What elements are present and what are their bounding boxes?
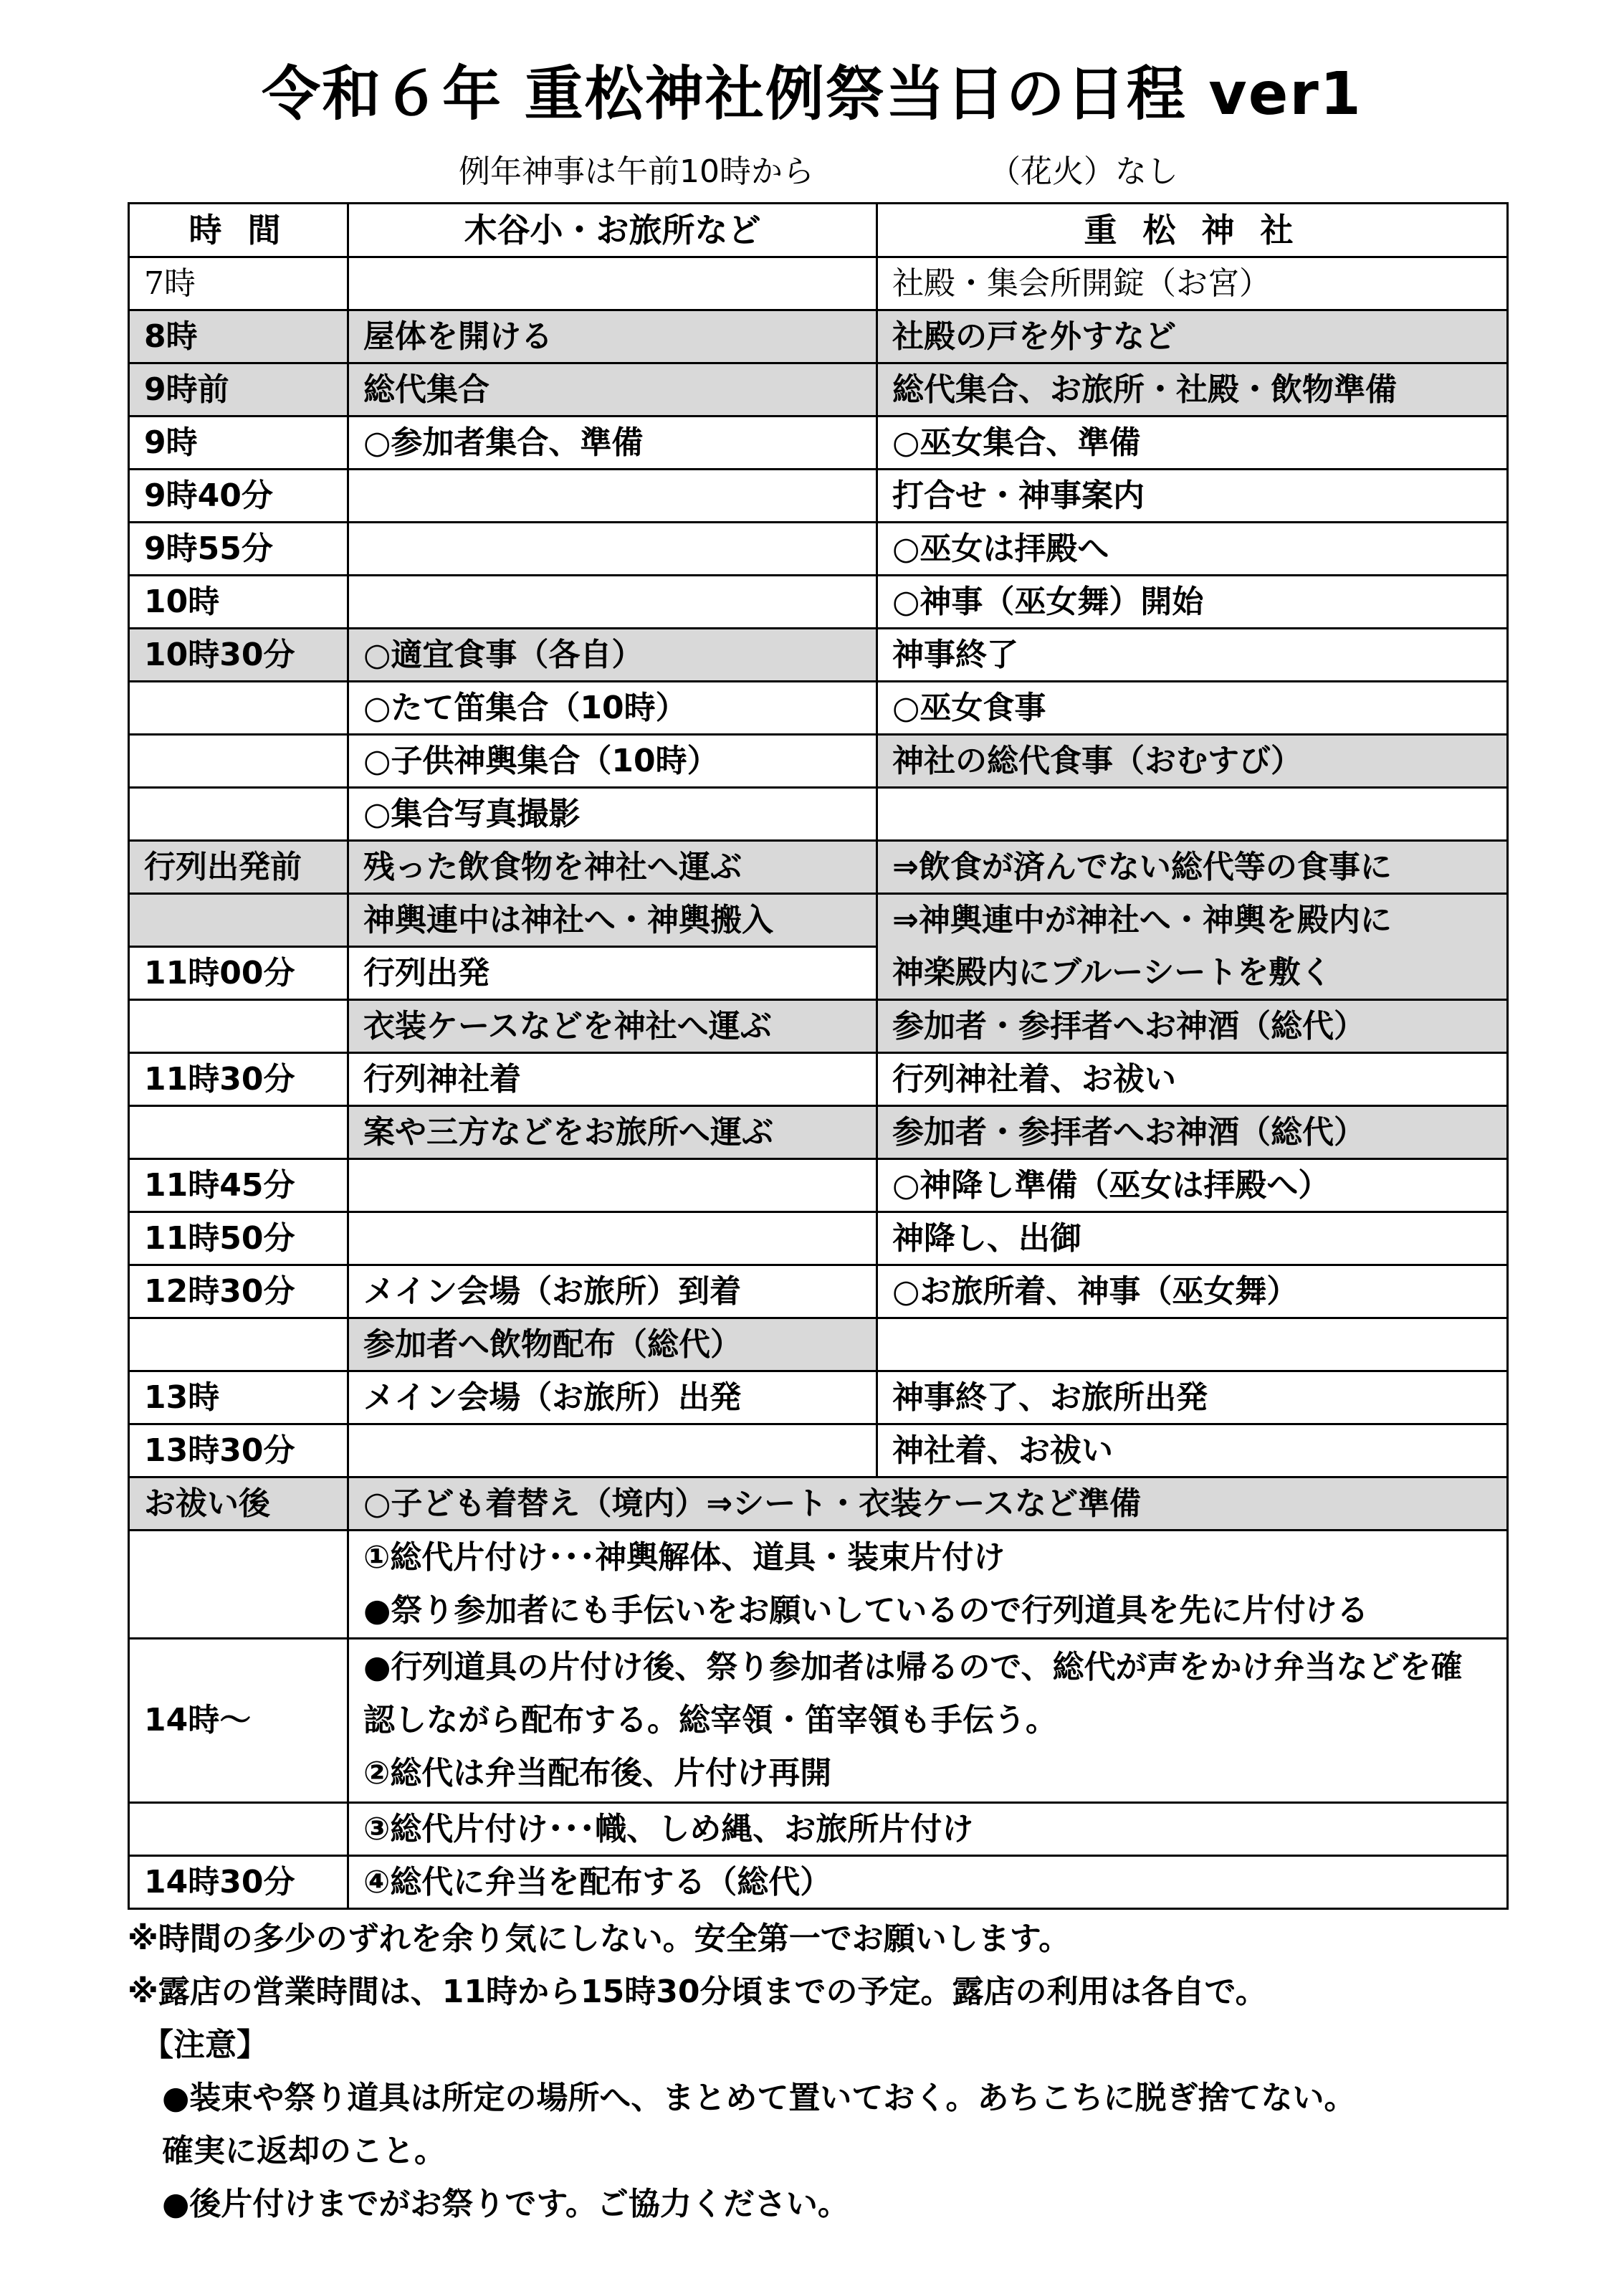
time-cell [129, 1318, 348, 1371]
table-row [129, 1053, 1508, 1106]
shrine-cell: ○神事（巫女舞）開始 [877, 576, 1508, 629]
shrine-cell: 社殿・集会所開錠（お宮） [877, 257, 1508, 310]
time-cell: 11時30分 [129, 1053, 348, 1106]
shrine-cell: ○巫女は拝殿へ [877, 523, 1508, 576]
table-row [129, 257, 1508, 310]
school-cell: 行列神社着 [348, 1053, 877, 1106]
table-row [129, 1639, 1508, 1803]
time-cell [129, 788, 348, 841]
header-time: 時 間 [129, 204, 348, 257]
school-cell: 神輿連中は神社へ・神輿搬入 [348, 894, 877, 947]
time-cell: 9時40分 [129, 470, 348, 523]
merged-cell: ④総代に弁当を配布する（総代） [348, 1856, 1508, 1909]
shrine-cell: ○神降し準備（巫女は拝殿へ） [877, 1159, 1508, 1212]
time-cell [129, 1000, 348, 1053]
shrine-cell: 神事終了、お旅所出発 [877, 1371, 1508, 1424]
school-cell: 参加者へ飲物配布（総代） [348, 1318, 877, 1371]
table-row [129, 629, 1508, 682]
school-cell: ○集合写真撮影 [348, 788, 877, 841]
table-row [129, 894, 1508, 947]
school-cell: ○参加者集合、準備 [348, 417, 877, 470]
school-cell [348, 470, 877, 523]
shrine-cell: ○巫女集合、準備 [877, 417, 1508, 470]
merged-cell: ○子ども着替え（境内）⇒シート・衣装ケースなど準備 [348, 1477, 1508, 1531]
table-row [129, 1371, 1508, 1424]
table-row [129, 310, 1508, 363]
table-row [129, 417, 1508, 470]
table-row [129, 841, 1508, 894]
shrine-cell: 神社着、お祓い [877, 1424, 1508, 1477]
time-cell: 9時前 [129, 363, 348, 417]
school-cell [348, 1159, 877, 1212]
table-row [129, 1106, 1508, 1159]
table-row [129, 1531, 1508, 1639]
table-row [129, 947, 1508, 1000]
subtitle-main: 例年神事は午前10時から [459, 153, 814, 190]
merged-line-2: ●祭り参加者にも手伝いをお願いしているので行列道具を先に片付ける [363, 1592, 1369, 1629]
shrine-cell: 総代集合、お旅所・社殿・飲物準備 [877, 363, 1508, 417]
shrine-cell: 参加者・参拝者へお神酒（総代） [877, 1106, 1508, 1159]
time-cell [129, 1106, 348, 1159]
header-shrine: 重 松 神 社 [877, 204, 1508, 257]
shrine-cell: 神事終了 [877, 629, 1508, 682]
table-row [129, 1318, 1508, 1371]
attention-bullet: ●後片付けまでがお祭りです。ご協力ください。 [162, 2186, 849, 2222]
school-cell: メイン会場（お旅所）出発 [348, 1371, 877, 1424]
school-cell [348, 257, 877, 310]
subtitle-extra: （花火）なし [989, 153, 1178, 190]
time-cell: 11時50分 [129, 1212, 348, 1265]
shrine-cell [877, 1318, 1508, 1371]
school-cell: メイン会場（お旅所）到着 [348, 1265, 877, 1318]
time-cell: 13時30分 [129, 1424, 348, 1477]
shrine-cell [877, 788, 1508, 841]
note-line: ※時間の多少のずれを余り気にしない。安全第一でお願いします。 [128, 1921, 1071, 1957]
shrine-cell: ○お旅所着、神事（巫女舞） [877, 1265, 1508, 1318]
time-cell [129, 682, 348, 735]
time-cell: 14時～ [129, 1639, 348, 1803]
time-cell: 8時 [129, 310, 348, 363]
header-school: 木谷小・お旅所など [348, 204, 877, 257]
merged-cell [348, 1531, 1508, 1639]
table-row [129, 788, 1508, 841]
school-cell: ○適宜食事（各自） [348, 629, 877, 682]
school-cell: 衣装ケースなどを神社へ運ぶ [348, 1000, 877, 1053]
shrine-cell: 神社の総代食事（おむすび） [877, 735, 1508, 788]
time-cell: 10時 [129, 576, 348, 629]
school-cell: 残った飲食物を神社へ運ぶ [348, 841, 877, 894]
shrine-cell: ○巫女食事 [877, 682, 1508, 735]
time-cell: 10時30分 [129, 629, 348, 682]
table-row [129, 1265, 1508, 1318]
table-row [129, 1803, 1508, 1856]
merged-line-1: ①総代片付け･･･神輿解体、道具・装束片付け [363, 1539, 1006, 1576]
table-row [129, 1477, 1508, 1531]
attention-bullet: ●装束や祭り道具は所定の場所へ、まとめて置いておく。あちこちに脱ぎ捨てない。 [162, 2080, 1356, 2116]
attention-bullet-continued: 確実に返却のこと。 [162, 2133, 446, 2169]
school-cell [348, 1424, 877, 1477]
table-row [129, 1159, 1508, 1212]
time-cell: 13時 [129, 1371, 348, 1424]
shrine-cell: 神降し、出御 [877, 1212, 1508, 1265]
table-row [129, 363, 1508, 417]
table-row [129, 1212, 1508, 1265]
school-cell: 案や三方などをお旅所へ運ぶ [348, 1106, 877, 1159]
time-cell: 14時30分 [129, 1856, 348, 1909]
time-cell [129, 735, 348, 788]
school-cell [348, 1212, 877, 1265]
note-line: ※露店の営業時間は、11時から15時30分頃までの予定。露店の利用は各自で。 [128, 1974, 1267, 2010]
school-cell [348, 523, 877, 576]
table-row [129, 682, 1508, 735]
shrine-cell: ⇒神輿連中が神社へ・神輿を殿内に [877, 894, 1508, 947]
school-cell [348, 576, 877, 629]
time-cell: 行列出発前 [129, 841, 348, 894]
time-cell: 9時 [129, 417, 348, 470]
merged-cell [348, 1639, 1508, 1803]
school-cell: ○たて笛集合（10時） [348, 682, 877, 735]
table-header-row [129, 204, 1508, 257]
time-cell: 11時45分 [129, 1159, 348, 1212]
schedule-table [128, 202, 1509, 1910]
time-cell: 7時 [129, 257, 348, 310]
shrine-cell: 行列神社着、お祓い [877, 1053, 1508, 1106]
table-row [129, 1856, 1508, 1909]
time-cell [129, 894, 348, 947]
school-cell: 屋体を開ける [348, 310, 877, 363]
time-cell: 12時30分 [129, 1265, 348, 1318]
table-row [129, 470, 1508, 523]
table-row [129, 735, 1508, 788]
shrine-cell: 社殿の戸を外すなど [877, 310, 1508, 363]
table-row [129, 576, 1508, 629]
table-row [129, 523, 1508, 576]
merged-line-1: ●行列道具の片付け後、祭り参加者は帰るので、総代が声をかけ弁当などを確認しながら配布する。総宰領・笛宰領も手伝う。 [363, 1649, 1463, 1738]
merged-cell: ③総代片付け･･･幟、しめ縄、お旅所片付け [348, 1803, 1508, 1856]
school-cell: 総代集合 [348, 363, 877, 417]
shrine-cell: 打合せ・神事案内 [877, 470, 1508, 523]
time-cell [129, 1803, 348, 1856]
time-cell: 9時55分 [129, 523, 348, 576]
attention-heading: 【注意】 [142, 2027, 268, 2063]
notes-section [128, 1913, 1532, 2231]
table-row [129, 1000, 1508, 1053]
time-cell [129, 1531, 348, 1639]
shrine-cell: ⇒飲食が済んでない総代等の食事に [877, 841, 1508, 894]
school-cell: 行列出発 [348, 947, 877, 1000]
page-title: 令和６年 重松神社例祭当日の日程 ver1 [262, 60, 1362, 128]
merged-line-2: ②総代は弁当配布後、片付け再開 [363, 1755, 832, 1791]
time-cell: お祓い後 [129, 1477, 348, 1531]
shrine-cell: 神楽殿内にブルーシートを敷く [877, 947, 1508, 1000]
school-cell: ○子供神輿集合（10時） [348, 735, 877, 788]
table-row [129, 1424, 1508, 1477]
time-cell: 11時00分 [129, 947, 348, 1000]
shrine-cell: 参加者・参拝者へお神酒（総代） [877, 1000, 1508, 1053]
subtitle [459, 151, 1178, 194]
